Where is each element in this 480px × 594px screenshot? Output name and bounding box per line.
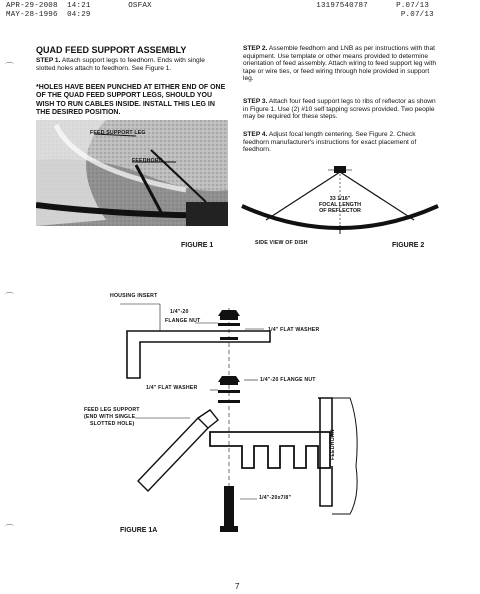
step-2 — [243, 45, 438, 83]
step-4-text: Adjust focal length centering. See Figure 2. Check feedhorn manufacturer's instructions for exact placement of feedhorn. — [243, 131, 417, 154]
step-1-label: STEP 1. — [36, 57, 61, 64]
label-feedhorn: FEEDHORN — [330, 429, 336, 460]
warning-note: *HOLES HAVE BEEN PUNCHED AT EITHER END OF ONE OF THE QUAD FEED SUPPORT LEGS, SHOULD YOU WISH TO RUN CABLES INSIDE. INSTALL THIS LEG IN THE DESIRED POSITION. — [36, 84, 226, 116]
label-feed-leg-support-2: (END WITH SINGLE — [84, 414, 136, 420]
step-3-text: Attach four feed support legs to ribs of reflector as shown in Figure 1. Use (2) #10 self tapping screws provided. Two people may be required for these steps. — [243, 98, 436, 121]
figure-2-caption: FIGURE 2 — [392, 242, 425, 249]
label-flange-nut-top-2: FLANGE NUT — [165, 318, 201, 324]
photo-label-feedhorn: FEEDHORN — [132, 158, 163, 164]
step-4 — [243, 131, 438, 154]
margin-mark: ⌒ — [5, 524, 15, 534]
figure-1-caption: FIGURE 1 — [181, 242, 214, 249]
step-3 — [243, 98, 438, 121]
step-2-text: Assemble feedhorn and LNB as per instructions with that equipment. Use template or other means provided to determine orientation of feed assembly. Attach wiring to feed support leg with tape or wire ties, or feed wiring through hole provided in support leg. — [243, 45, 437, 83]
focal-length-value: 33 1/16" — [329, 196, 351, 202]
step-1 — [36, 57, 226, 72]
label-housing-insert: HOUSING INSERT — [110, 293, 158, 299]
step-1-text: Attach support legs to feedhorn. Ends with single slotted holes attach to feedhorn. See Figure 1. — [36, 57, 205, 72]
fax-header-line-2: MAY-28-1996 04:29 P.07/13 — [6, 11, 434, 19]
photo-label-feed-support-leg: FEED SUPPORT LEG — [90, 130, 146, 136]
label-bolt: 1/4"-20x7/8" — [259, 495, 292, 501]
step-4-label: STEP 4. — [243, 131, 268, 138]
margin-mark: ⌒ — [5, 292, 15, 302]
step-2-label: STEP 2. — [243, 45, 268, 52]
page-number: 7 — [235, 582, 240, 591]
label-flange-nut-mid: 1/4"-20 FLANGE NUT — [260, 377, 316, 383]
step-3-label: STEP 3. — [243, 98, 268, 105]
margin-mark: ⌒ — [5, 62, 15, 72]
label-flat-washer-top: 1/4" FLAT WASHER — [268, 327, 320, 333]
section-title: QUAD FEED SUPPORT ASSEMBLY — [36, 45, 187, 55]
label-feed-leg-support-3: SLOTTED HOLE) — [90, 421, 135, 427]
focal-length-label-2: OF REFLECTOR — [319, 208, 361, 214]
focal-length-label: FOCAL LENGTH — [318, 202, 362, 208]
label-flat-washer-mid: 1/4" FLAT WASHER — [146, 385, 198, 391]
label-feed-leg-support: FEED LEG SUPPORT — [84, 407, 140, 413]
figure-1a-caption: FIGURE 1A — [120, 527, 158, 534]
label-flange-nut-top: 1/4"-20 — [170, 309, 189, 315]
side-view-label: SIDE VIEW OF DISH — [255, 240, 308, 246]
fax-header-line-1: APR-29-2008 14:21 OSFAX 13197540787 P.07/13 — [6, 2, 430, 10]
